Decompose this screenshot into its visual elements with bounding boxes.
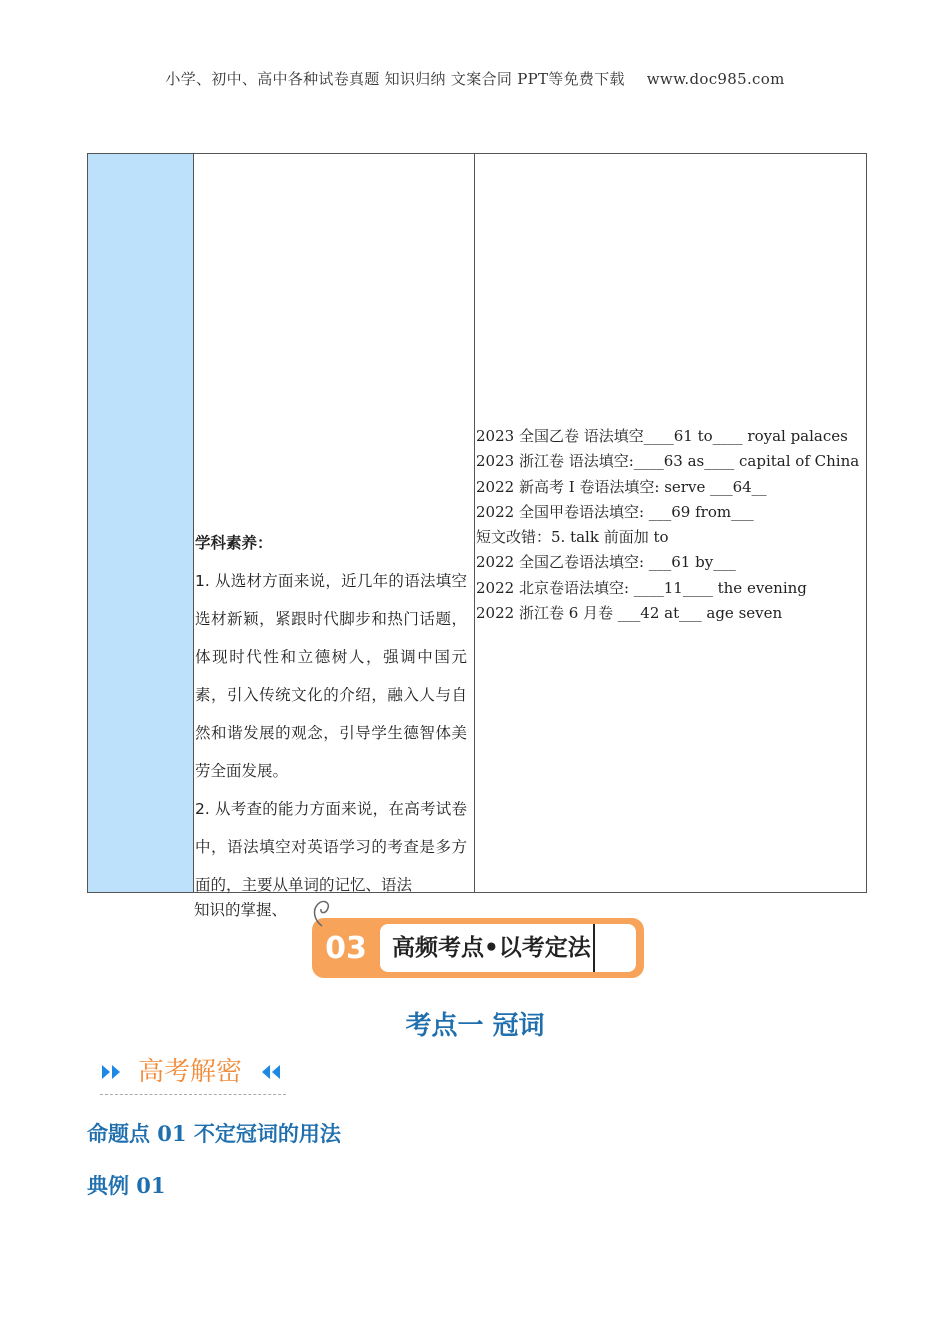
exam-item: 2022 北京卷语法填空: ____11____ the evening — [476, 578, 807, 597]
exam-item: 2022 浙江卷 6 月卷 ___42 at___ age seven — [476, 604, 783, 623]
info-table — [87, 153, 867, 893]
paperclip-icon — [308, 898, 338, 928]
exam-item: 2022 全国甲卷语法填空: ___69 from___ — [476, 502, 754, 521]
secret-label: 高考解密 — [138, 1057, 243, 1087]
exam-list — [476, 424, 866, 626]
section-badge — [312, 918, 644, 978]
header-text: 小学、初中、高中各种试卷真题 知识归纳 文案合同 PPT等免费下载 — [165, 70, 625, 88]
double-arrow-left-icon — [260, 1063, 284, 1081]
secret-heading — [100, 1050, 286, 1095]
double-arrow-right-icon — [100, 1063, 124, 1081]
badge-number: 03 — [325, 931, 367, 966]
exam-item: 2023 浙江卷 语法填空:____63 as____ capital of China — [476, 452, 860, 471]
exam-item: 2022 全国乙卷语法填空: ___61 by___ — [476, 553, 736, 572]
literacy-paragraph-1: 1. 从选材方面来说，近几年的语法填空选材新颖，紧跟时代脚步和热门话题，体现时代性和立德树人，强调中国元素，引入传统文化的介绍，融入人与自然和谐发展的观念，引导学生德智体美劳全面发展。 — [195, 572, 467, 780]
exam-item: 2023 全国乙卷 语法填空____61 to____ royal palaces — [476, 427, 848, 445]
badge-label: 高频考点•以考定法 — [392, 924, 595, 972]
literacy-paragraph-2: 2. 从考查的能力方面来说，在高考试卷中，语法填空对英语学习的考查是多方面的，主要从单词的记忆、语法 — [195, 800, 467, 894]
badge-label-box — [380, 924, 636, 972]
page-header — [0, 68, 950, 89]
exam-item: 短文改错：5. talk 前面加 to — [476, 528, 669, 547]
literacy-trailing-text: 知识的掌握、 — [194, 901, 288, 919]
exam-item: 2022 新高考 I 卷语法填空: serve ___64__ — [476, 477, 767, 496]
example-heading: 典例 01 — [87, 1173, 166, 1198]
header-site: www.doc985.com — [646, 70, 785, 88]
literacy-block — [195, 528, 467, 904]
literacy-title: 学科素养： — [195, 534, 273, 552]
section-title: 考点一 冠词 — [405, 1011, 545, 1041]
proposition-heading: 命题点 01 不定冠词的用法 — [87, 1121, 341, 1146]
table-label-cell — [88, 154, 194, 892]
